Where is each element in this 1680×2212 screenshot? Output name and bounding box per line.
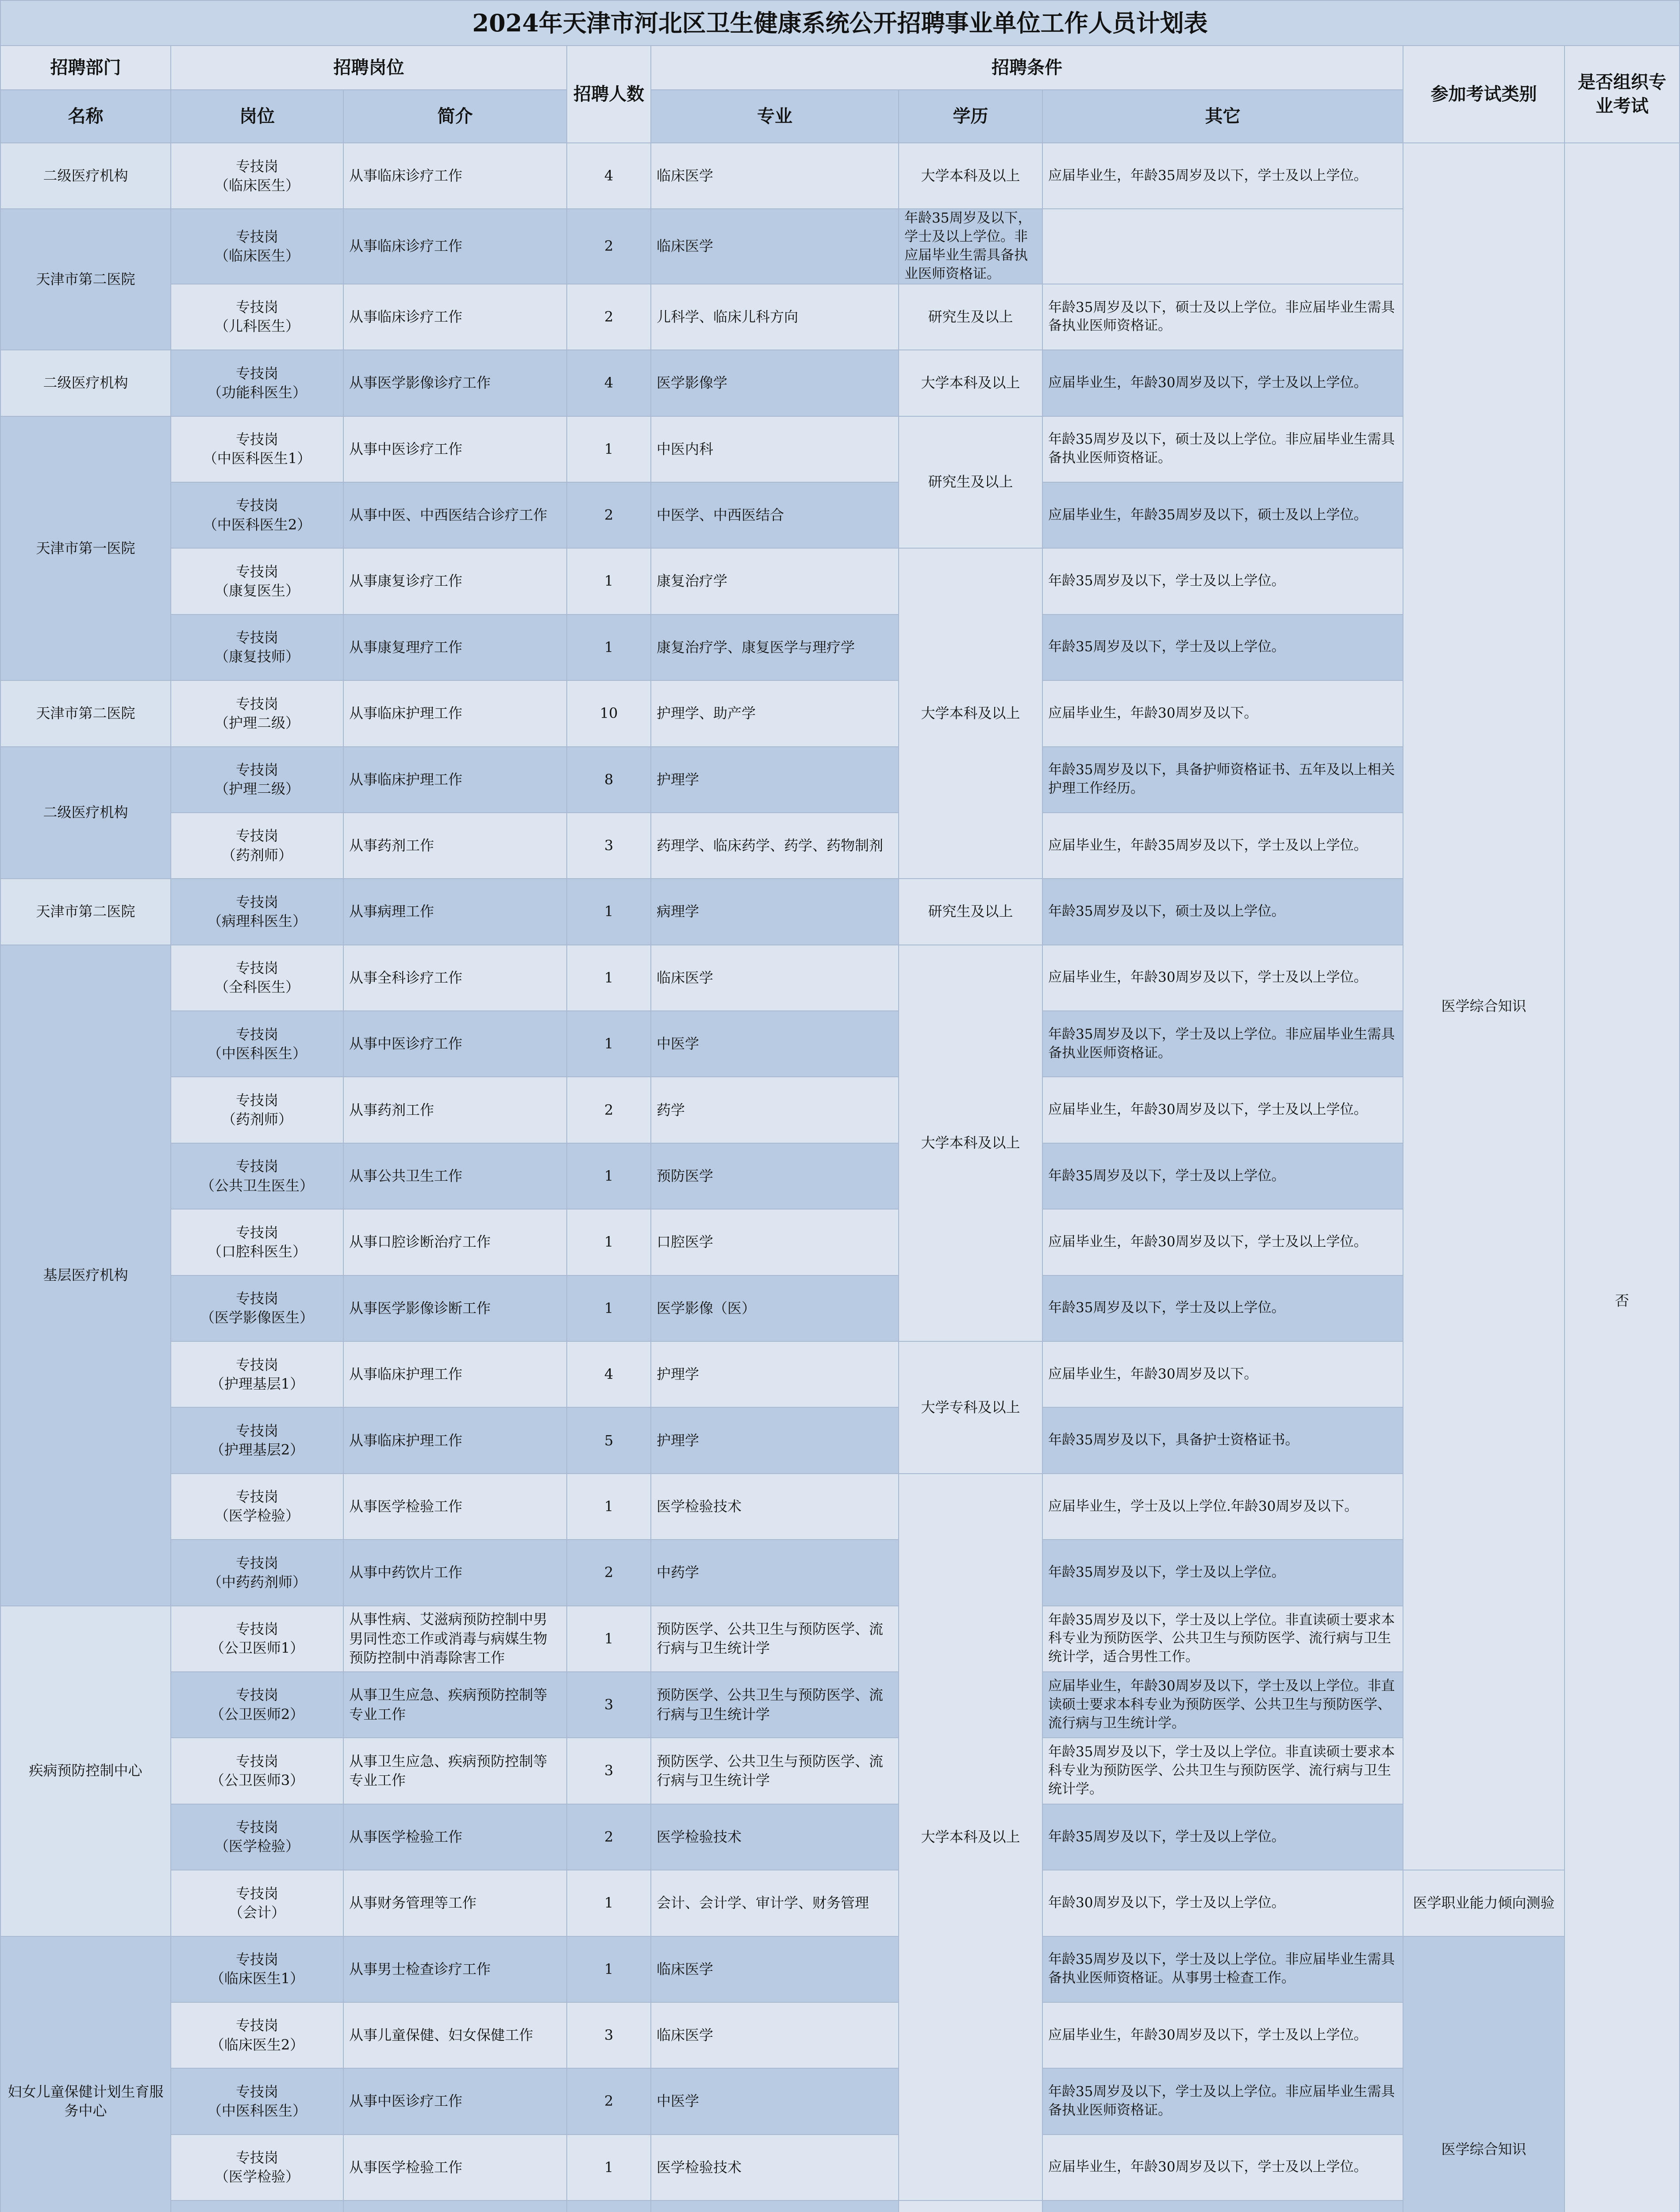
- intro-cell: [343, 2200, 567, 2212]
- special-exam-cell: 否: [1565, 143, 1680, 2212]
- intro-cell: 从事临床诊疗工作: [343, 143, 567, 209]
- other-requirements-cell: 应届毕业生，年龄35周岁及以下，学士及以上学位。: [1042, 143, 1403, 209]
- major-cell: 医学影像（医）: [651, 1275, 899, 1341]
- intro-cell: 从事男士检查诊疗工作: [343, 1936, 567, 2002]
- education-cell: 大学专科及以上: [899, 1341, 1042, 1474]
- count-cell: 2: [567, 284, 651, 350]
- intro-cell: 从事医学检验工作: [343, 1804, 567, 1870]
- other-requirements-cell: 年龄35周岁及以下，学士及以上学位。非应届毕业生需具备执业医师资格证。: [1042, 2068, 1403, 2134]
- count-cell: 2: [567, 1540, 651, 1605]
- major-cell: [651, 2200, 899, 2212]
- education-cell: 大学本科及以上: [899, 1474, 1042, 2200]
- major-cell: 临床医学: [651, 2002, 899, 2068]
- header-special: 是否组织专业考试: [1565, 46, 1680, 143]
- position-cell: 专技岗 （中医科医生1）: [171, 416, 343, 482]
- dept-name-cell: 二级医疗机构: [0, 747, 171, 879]
- position-cell: [171, 2200, 343, 2212]
- header-major: 专业: [651, 90, 899, 143]
- position-cell: 专技岗 （临床医生2）: [171, 2002, 343, 2068]
- other-requirements-cell: 年龄35周岁及以下，学士及以上学位。: [1042, 1804, 1403, 1870]
- dept-name-cell: 天津市第二医院: [0, 879, 171, 945]
- count-cell: 2: [567, 1077, 651, 1143]
- major-cell: 护理学: [651, 1341, 899, 1407]
- count-cell: 1: [567, 1011, 651, 1077]
- other-requirements-cell: 应届毕业生，年龄30周岁及以下。: [1042, 680, 1403, 746]
- count-cell: 3: [567, 1738, 651, 1804]
- other-requirements-cell: [1042, 2200, 1403, 2212]
- position-cell: 专技岗 （功能科医生）: [171, 350, 343, 416]
- other-requirements-cell: 年龄35周岁及以下，硕士及以上学位。非应届毕业生需具备执业医师资格证。: [1042, 416, 1403, 482]
- major-cell: 病理学: [651, 879, 899, 945]
- header-intro: 简介: [343, 90, 567, 143]
- intro-cell: 从事病理工作: [343, 879, 567, 945]
- other-requirements-cell: 年龄35周岁及以下，学士及以上学位。: [1042, 1540, 1403, 1605]
- intro-cell: 从事医学检验工作: [343, 2135, 567, 2200]
- position-cell: 专技岗 （护理基层1）: [171, 1341, 343, 1407]
- exam-category-cell: 医学综合知识: [1403, 143, 1565, 1870]
- position-cell: 专技岗 （医学检验）: [171, 2135, 343, 2200]
- major-cell: 预防医学: [651, 1143, 899, 1209]
- position-cell: 专技岗 （中医科医生）: [171, 2068, 343, 2134]
- major-cell: 中医学: [651, 2068, 899, 2134]
- major-cell: 护理学、助产学: [651, 680, 899, 746]
- count-cell: 1: [567, 2135, 651, 2200]
- count-cell: 3: [567, 1672, 651, 1738]
- major-cell: 药理学、临床药学、药学、药物制剂: [651, 813, 899, 879]
- dept-name-cell: 天津市第一医院: [0, 416, 171, 681]
- position-cell: 专技岗 （中药药剂师）: [171, 1540, 343, 1605]
- position-cell: 专技岗 （药剂师）: [171, 813, 343, 879]
- other-requirements-cell: 应届毕业生，年龄35周岁及以下，硕士及以上学位。: [1042, 482, 1403, 548]
- count-cell: 1: [567, 1474, 651, 1540]
- other-requirements-cell: 年龄35周岁及以下，具备护士资格证书。: [1042, 1407, 1403, 1473]
- intro-cell: 从事医学影像诊疗工作: [343, 350, 567, 416]
- education-cell: [899, 2200, 1042, 2212]
- position-cell: 专技岗 （医学影像医生）: [171, 1275, 343, 1341]
- header-name: 名称: [0, 90, 171, 143]
- major-cell: 康复治疗学、康复医学与理疗学: [651, 614, 899, 680]
- count-cell: 4: [567, 143, 651, 209]
- dept-name-cell: 妇女儿童保健计划生育服务中心: [0, 1936, 171, 2212]
- count-cell: 3: [567, 813, 651, 879]
- education-cell: 大学本科及以上: [899, 945, 1042, 1341]
- major-cell: 中医学、中西医结合: [651, 482, 899, 548]
- major-cell: 预防医学、公共卫生与预防医学、流行病与卫生统计学: [651, 1672, 899, 1738]
- major-cell: 医学检验技术: [651, 1804, 899, 1870]
- intro-cell: 从事中医诊疗工作: [343, 416, 567, 482]
- count-cell: 3: [567, 2002, 651, 2068]
- count-cell: 1: [567, 1143, 651, 1209]
- major-cell: 医学检验技术: [651, 1474, 899, 1540]
- position-cell: 专技岗 （临床医生）: [171, 143, 343, 209]
- other-requirements-cell: 年龄35周岁及以下，学士及以上学位。非直读硕士要求本科专业为预防医学、公共卫生与预防医学、流行病与卫生统计学，适合男性工作。: [1042, 1606, 1403, 1672]
- intro-cell: 从事卫生应急、疾病预防控制等专业工作: [343, 1738, 567, 1804]
- intro-cell: 从事中药饮片工作: [343, 1540, 567, 1605]
- other-requirements-cell: 年龄35周岁及以下，具备护师资格证书、五年及以上相关护理工作经历。: [1042, 747, 1403, 813]
- position-cell: 专技岗 （药剂师）: [171, 1077, 343, 1143]
- position-cell: 专技岗 （医学检验）: [171, 1474, 343, 1540]
- dept-name-cell: 二级医疗机构: [0, 143, 171, 209]
- intro-cell: 从事财务管理等工作: [343, 1870, 567, 1936]
- other-requirements-cell: 年龄30周岁及以下，学士及以上学位。: [1042, 1870, 1403, 1936]
- intro-cell: 从事康复诊疗工作: [343, 548, 567, 614]
- other-requirements-cell: 年龄35周岁及以下，学士及以上学位。: [1042, 1275, 1403, 1341]
- position-cell: 专技岗 （护理基层2）: [171, 1407, 343, 1473]
- count-cell: 5: [567, 1407, 651, 1473]
- position-cell: 专技岗 （病理科医生）: [171, 879, 343, 945]
- position-cell: 专技岗 （公共卫生医生）: [171, 1143, 343, 1209]
- table-row: [0, 1870, 1680, 1936]
- major-cell: 中药学: [651, 1540, 899, 1605]
- intro-cell: 从事中医诊疗工作: [343, 1011, 567, 1077]
- position-cell: 专技岗 （儿科医生）: [171, 284, 343, 350]
- position-cell: 专技岗 （公卫医师1）: [171, 1606, 343, 1672]
- position-cell: 专技岗 （临床医生）: [171, 209, 343, 284]
- count-cell: 4: [567, 350, 651, 416]
- other-requirements-cell: 应届毕业生，年龄30周岁及以下，学士及以上学位。: [1042, 2002, 1403, 2068]
- position-cell: 专技岗 （口腔科医生）: [171, 1209, 343, 1275]
- major-cell: 口腔医学: [651, 1209, 899, 1275]
- count-cell: 2: [567, 209, 651, 284]
- other-requirements-cell: 应届毕业生，年龄35周岁及以下，学士及以上学位。: [1042, 813, 1403, 879]
- major-cell: 临床医学: [651, 1936, 899, 2002]
- major-cell: 预防医学、公共卫生与预防医学、流行病与卫生统计学: [651, 1738, 899, 1804]
- other-requirements-cell: 年龄35周岁及以下，学士及以上学位。: [1042, 614, 1403, 680]
- count-cell: 1: [567, 1936, 651, 2002]
- count-cell: 1: [567, 614, 651, 680]
- major-cell: 临床医学: [651, 143, 899, 209]
- other-requirements-cell: 应届毕业生，年龄30周岁及以下，学士及以上学位。: [1042, 945, 1403, 1011]
- other-requirements-cell: 年龄35周岁及以下，硕士及以上学位。非应届毕业生需具备执业医师资格证。: [1042, 284, 1403, 350]
- count-cell: 4: [567, 1341, 651, 1407]
- other-requirements-cell: 年龄35周岁及以下，学士及以上学位。非直读硕士要求本科专业为预防医学、公共卫生与预防医学、流行病与卫生统计学。: [1042, 1738, 1403, 1804]
- header-other: 其它: [1042, 90, 1403, 143]
- table-title: 2024年天津市河北区卫生健康系统公开招聘事业单位工作人员计划表: [0, 0, 1680, 46]
- intro-cell: 从事医学影像诊断工作: [343, 1275, 567, 1341]
- position-cell: 专技岗 （护理二级）: [171, 747, 343, 813]
- intro-cell: 从事药剂工作: [343, 1077, 567, 1143]
- count-cell: 8: [567, 747, 651, 813]
- other-requirements-cell: 年龄35周岁及以下，学士及以上学位。: [1042, 1143, 1403, 1209]
- count-cell: 2: [567, 2068, 651, 2134]
- header-post: 招聘岗位: [171, 46, 567, 90]
- header-conditions: 招聘条件: [651, 46, 1403, 90]
- header-dept: 招聘部门: [0, 46, 171, 90]
- dept-name-cell: 二级医疗机构: [0, 350, 171, 416]
- header-count: 招聘人数: [567, 46, 651, 143]
- intro-cell: 从事中医诊疗工作: [343, 2068, 567, 2134]
- table-row: [0, 1936, 1680, 2002]
- education-cell: 大学本科及以上: [899, 350, 1042, 416]
- major-cell: 护理学: [651, 1407, 899, 1473]
- position-cell: 专技岗 （临床医生1）: [171, 1936, 343, 2002]
- intro-cell: 从事医学检验工作: [343, 1474, 567, 1540]
- count-cell: 1: [567, 1275, 651, 1341]
- header-edu: 学历: [899, 90, 1042, 143]
- major-cell: 康复治疗学: [651, 548, 899, 614]
- count-cell: [567, 2200, 651, 2212]
- count-cell: 10: [567, 680, 651, 746]
- position-cell: 专技岗 （康复医生）: [171, 548, 343, 614]
- header-position: 岗位: [171, 90, 343, 143]
- position-cell: 专技岗 （会计）: [171, 1870, 343, 1936]
- major-cell: 会计、会计学、审计学、财务管理: [651, 1870, 899, 1936]
- count-cell: 1: [567, 945, 651, 1011]
- count-cell: 1: [567, 1606, 651, 1672]
- other-requirements-cell: 应届毕业生，年龄30周岁及以下，学士及以上学位。: [1042, 1077, 1403, 1143]
- education-cell: 大学本科及以上: [899, 548, 1042, 879]
- other-requirements-cell: 年龄35周岁及以下，学士及以上学位。非应届毕业生需具备执业医师资格证。从事男士检查工作。: [1042, 1936, 1403, 2002]
- position-cell: 专技岗 （公卫医师2）: [171, 1672, 343, 1738]
- other-requirements-cell: 应届毕业生，年龄30周岁及以下，学士及以上学位。非直读硕士要求本科专业为预防医学、公共卫生与预防医学、流行病与卫生统计学。: [1042, 1672, 1403, 1738]
- count-cell: 1: [567, 1209, 651, 1275]
- position-cell: 专技岗 （公卫医师3）: [171, 1738, 343, 1804]
- other-requirements-cell: 年龄35周岁及以下，学士及以上学位。: [1042, 548, 1403, 614]
- major-cell: 医学影像学: [651, 350, 899, 416]
- position-cell: 专技岗 （中医科医生）: [171, 1011, 343, 1077]
- count-cell: 2: [567, 1804, 651, 1870]
- intro-cell: 从事临床诊疗工作: [343, 284, 567, 350]
- count-cell: 2: [567, 482, 651, 548]
- intro-cell: 从事康复理疗工作: [343, 614, 567, 680]
- major-cell: 儿科学、临床儿科方向: [651, 284, 899, 350]
- count-cell: 1: [567, 1870, 651, 1936]
- education-cell: 研究生及以上: [899, 284, 1042, 350]
- position-cell: 专技岗 （康复技师）: [171, 614, 343, 680]
- other-requirements-cell: 应届毕业生，学士及以上学位.年龄30周岁及以下。: [1042, 1474, 1403, 1540]
- major-cell: 预防医学、公共卫生与预防医学、流行病与卫生统计学: [651, 1606, 899, 1672]
- other-requirements-cell: 年龄35周岁及以下，硕士及以上学位。: [1042, 879, 1403, 945]
- dept-name-cell: 天津市第二医院: [0, 680, 171, 746]
- education-cell: 大学本科及以上: [899, 143, 1042, 209]
- other-requirements-cell: 应届毕业生，年龄30周岁及以下，学士及以上学位。: [1042, 1209, 1403, 1275]
- major-cell: 护理学: [651, 747, 899, 813]
- intro-cell: 从事中医、中西医结合诊疗工作: [343, 482, 567, 548]
- other-requirements-cell: 年龄35周岁及以下，学士及以上学位。非应届毕业生需具备执业医师资格证。: [899, 209, 1042, 284]
- exam-category-cell: 医学职业能力倾向测验: [1403, 1870, 1565, 1936]
- dept-name-cell: 基层医疗机构: [0, 945, 171, 1606]
- intro-cell: 从事卫生应急、疾病预防控制等专业工作: [343, 1672, 567, 1738]
- intro-cell: 从事公共卫生工作: [343, 1143, 567, 1209]
- major-cell: 临床医学: [651, 945, 899, 1011]
- exam-category-cell: 医学综合知识: [1403, 1936, 1565, 2212]
- intro-cell: 从事儿童保健、妇女保健工作: [343, 2002, 567, 2068]
- intro-cell: 从事性病、艾滋病预防控制中男男同性恋工作或消毒与病媒生物预防控制中消毒除害工作: [343, 1606, 567, 1672]
- position-cell: 专技岗 （医学检验）: [171, 1804, 343, 1870]
- major-cell: 临床医学: [651, 209, 899, 284]
- intro-cell: 从事全科诊疗工作: [343, 945, 567, 1011]
- intro-cell: 从事临床诊疗工作: [343, 209, 567, 284]
- header-exam: 参加考试类别: [1403, 46, 1565, 143]
- major-cell: 中医内科: [651, 416, 899, 482]
- table-row: [0, 143, 1680, 209]
- major-cell: 中医学: [651, 1011, 899, 1077]
- major-cell: 医学检验技术: [651, 2135, 899, 2200]
- other-requirements-cell: 年龄35周岁及以下，学士及以上学位。非应届毕业生需具备执业医师资格证。: [1042, 1011, 1403, 1077]
- count-cell: 1: [567, 548, 651, 614]
- dept-name-cell: 天津市第二医院: [0, 209, 171, 350]
- intro-cell: 从事临床护理工作: [343, 680, 567, 746]
- other-requirements-cell: 应届毕业生，年龄30周岁及以下。: [1042, 1341, 1403, 1407]
- intro-cell: 从事临床护理工作: [343, 1341, 567, 1407]
- other-requirements-cell: 应届毕业生，年龄30周岁及以下，学士及以上学位。: [1042, 350, 1403, 416]
- education-cell: 研究生及以上: [899, 879, 1042, 945]
- position-cell: 专技岗 （护理二级）: [171, 680, 343, 746]
- major-cell: 药学: [651, 1077, 899, 1143]
- education-cell: 研究生及以上: [899, 416, 1042, 549]
- intro-cell: 从事临床护理工作: [343, 1407, 567, 1473]
- other-requirements-cell: 应届毕业生，年龄30周岁及以下，学士及以上学位。: [1042, 2135, 1403, 2200]
- count-cell: 1: [567, 416, 651, 482]
- position-cell: 专技岗 （中医科医生2）: [171, 482, 343, 548]
- dept-name-cell: 疾病预防控制中心: [0, 1606, 171, 1936]
- intro-cell: 从事临床护理工作: [343, 747, 567, 813]
- intro-cell: 从事药剂工作: [343, 813, 567, 879]
- intro-cell: 从事口腔诊断治疗工作: [343, 1209, 567, 1275]
- count-cell: 1: [567, 879, 651, 945]
- position-cell: 专技岗 （全科医生）: [171, 945, 343, 1011]
